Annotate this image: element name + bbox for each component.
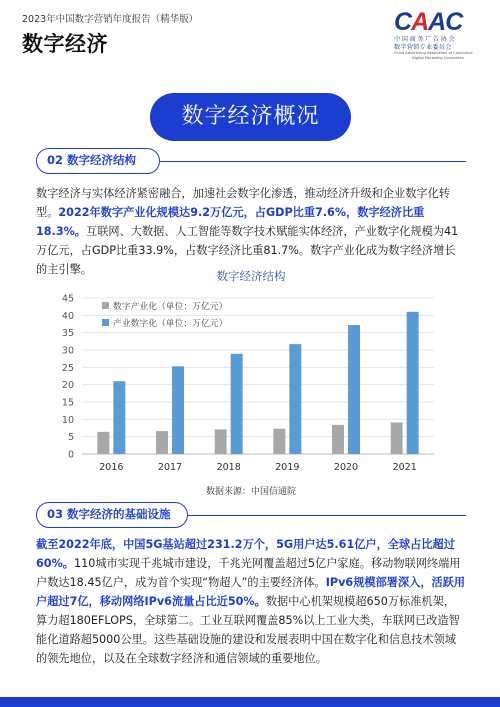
section-02-paragraph: 数字经济与实体经济紧密融合，加速社会数字化渗透，推动经济升级和企业数字化转型。2022年数字产业化规模达9.2万亿元，占GDP比重7.6%，数字经济比重18.3%。互联网、大数据、人工智能等数字技术赋能实体经济，产业数字化规模为41万亿元，占GDP比重33.9%，占数字经济比重81.7%。数字产业化成为数字经济增长的主引擎。 [36, 187, 459, 276]
legend-swatch [102, 302, 109, 309]
x-tick-label: 2019 [275, 462, 300, 473]
x-tick-label: 2020 [333, 462, 359, 473]
bar-industrial-digitalization-2019 [289, 344, 301, 454]
y-tick-label: 35 [61, 328, 74, 340]
section-02-rule [150, 161, 466, 162]
y-tick-label: 5 [67, 432, 74, 444]
logo-org-line1: 中国商务广告协会 [394, 36, 457, 43]
y-tick-label: 30 [61, 345, 74, 357]
bar-industrial-digitalization-2020 [348, 325, 360, 454]
legend-label: 数字产业化（单位：万亿元） [113, 302, 228, 312]
chart-source: 数据来源：中国信通院 [205, 487, 297, 497]
bar-industrial-digitalization-2021 [407, 312, 419, 454]
y-tick-label: 45 [61, 293, 74, 305]
x-tick-label: 2018 [216, 462, 241, 473]
y-tick-label: 20 [61, 380, 74, 392]
y-tick-label: 15 [61, 397, 74, 409]
bar-digital-industrialization-2020 [332, 425, 344, 454]
bar-digital-industrialization-2018 [215, 429, 227, 454]
chart-title: 数字经济结构 [216, 269, 286, 283]
bar-digital-industrialization-2021 [391, 422, 403, 454]
x-tick-label: 2016 [99, 462, 124, 473]
logo-org-en1: China Advertising Association of Commerce [394, 51, 473, 55]
caac-logo [394, 8, 486, 70]
legend-swatch [102, 319, 109, 326]
bar-digital-industrialization-2016 [97, 432, 109, 454]
section-03-paragraph: 截至2022年底，中国5G基站超过231.2万个，5G用户达5.61亿户，全球占比超过60%。110城市实现千兆城市建设，千兆光网覆盖超过5亿户家庭。移动物联网终端用户数达18.45亿户，成为首个实现“物超人”的主要经济体。IPv6规模部署深入，活跃用户超过7亿，移动网络IPv6流量占比近50%。数据中心机架规模超650万标准机架，算力超180EFLOPS，全球第二。工业互联网覆盖85%以上工业大类，车联网已改造智能化道路超5000公里。这些基础设施的建设和发展表明中国在数字化和信息技术领域的领先地位，以及在全球数字经济和通信领域的重要地位。 [36, 538, 466, 665]
page-header-title: 数字经济 [22, 32, 108, 56]
bar-industrial-digitalization-2016 [113, 381, 125, 454]
y-tick-label: 40 [61, 310, 74, 322]
footer-bar [0, 697, 500, 707]
x-tick-label: 2017 [157, 462, 183, 473]
y-tick-label: 10 [61, 414, 74, 426]
bar-industrial-digitalization-2017 [172, 366, 184, 454]
x-tick-label: 2021 [392, 462, 417, 473]
logo-org-line2: 数字营销专业委员会 [394, 43, 452, 51]
bar-industrial-digitalization-2018 [231, 354, 243, 454]
digital-economy-bar-chart [36, 262, 466, 502]
bar-digital-industrialization-2017 [156, 431, 168, 454]
report-subtitle: 2023年中国数字营销年度报告（精华版） [22, 14, 199, 25]
y-tick-label: 25 [61, 362, 74, 374]
main-title-banner: 数字经济概况 [150, 93, 351, 141]
section-03-rule [186, 515, 466, 516]
section-02-label: 02 数字经济结构 [36, 148, 160, 174]
caac-logo-mark: CAAC [394, 8, 463, 36]
legend-label: 产业数字化（单位：万亿元） [113, 319, 228, 329]
y-tick-label: 0 [67, 449, 74, 461]
logo-org-en2: Digital Marketing Committee [412, 55, 464, 60]
section-03-label: 03 数字经济的基础设施 [36, 502, 188, 528]
bar-digital-industrialization-2019 [273, 429, 285, 454]
